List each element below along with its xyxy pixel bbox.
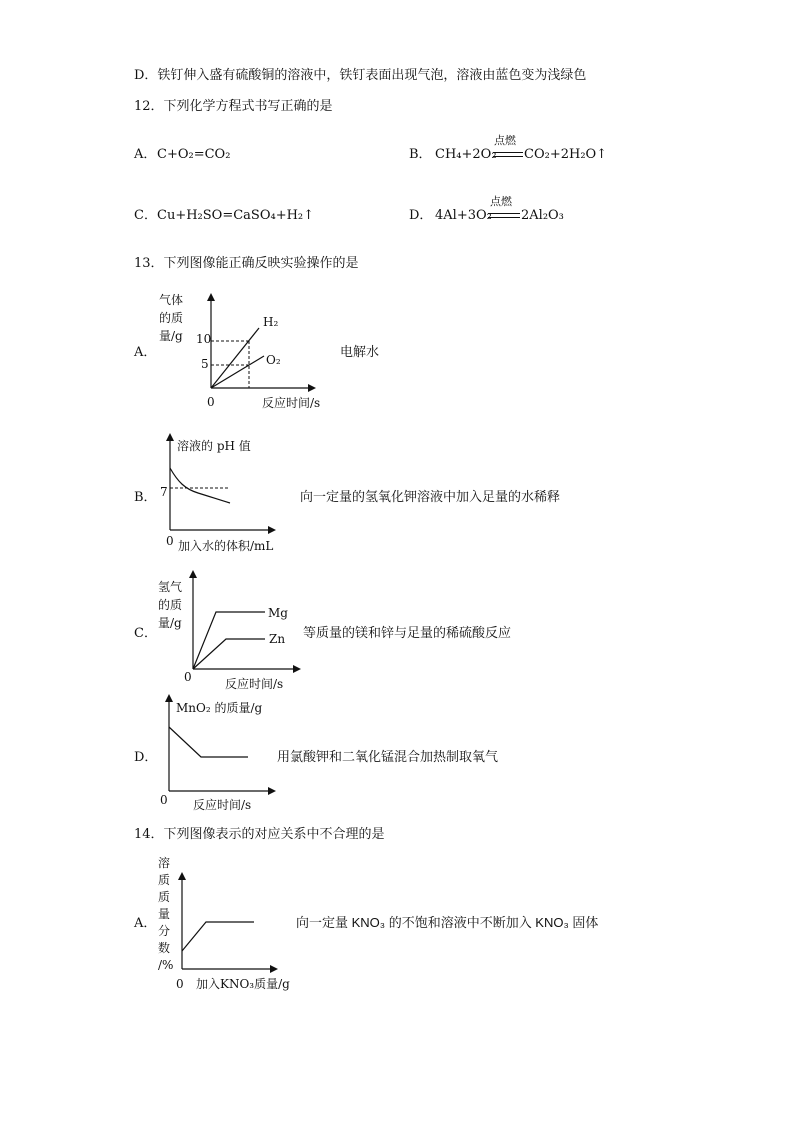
q11-option-d: D．铁钉伸入盛有硫酸铜的溶液中，铁钉表面出现气泡，溶液由蓝色变为浅绿色 [134,68,587,83]
q13-stem: 13．下列图像能正确反映实验操作的是 [134,256,359,271]
y-axis-label: 溶液的 pH 值 [177,439,251,453]
series-label-zn: Zn [269,632,286,646]
q12-b-condition: 点燃 [494,134,516,147]
y-label-line: 数 [158,941,171,955]
q13-a-description: 电解水 [340,344,380,359]
series-label-mg: Mg [268,606,288,620]
q12-b-right: CO₂+2H₂O↑ [524,147,608,162]
q14-stem: 14．下列图像表示的对应关系中不合理的是 [134,827,385,842]
y-axis-label: MnO₂ 的质量/g [176,701,263,715]
q13-b-label: B． [134,490,157,505]
origin-label: 0 [160,793,168,807]
q12-a-equation: C+O₂=CO₂ [157,147,231,162]
origin-label: 0 [184,670,192,684]
y-tick-label: 7 [160,485,168,499]
q13-d-label: D． [134,750,158,765]
q12-d-label: D． [409,208,433,223]
q12-b-label: B． [409,147,432,162]
q12-d-left: 4Al+3O₂ [435,208,492,223]
q13-c-description: 等质量的镁和锌与足量的稀硫酸反应 [303,625,512,640]
y-label-line: 分 [158,924,171,938]
y-label-line: 质 [158,873,171,887]
y-label-line: 的质 [158,598,183,612]
q13-a-label: A． [134,345,157,360]
y-label-line: 氢气 [158,580,183,594]
y-label-line: 气体 [159,293,184,307]
x-axis-label: 反应时间/s [262,396,321,410]
q13-c-label: C． [134,626,157,641]
origin-label: 0 [166,534,174,548]
q12-a-label: A． [134,147,157,162]
series-label-h2: H₂ [263,315,279,329]
y-label-line: 质 [158,890,171,904]
y-label-line: 量 [158,907,171,921]
x-axis-label: 反应时间/s [193,798,252,812]
origin-label: 0 [176,977,184,991]
x-axis-label: 反应时间/s [225,677,284,691]
mass-fraction-line [182,922,254,951]
x-axis-label: 加入KNO₃质量/g [196,977,290,991]
q12-c-label: C． [134,208,157,223]
q14-a-description: 向一定量 KNO₃ 的不饱和溶液中不断加入 KNO₃ 固体 [296,915,599,930]
y-label-line: 溶 [158,856,171,870]
y-tick-label: 10 [196,332,212,346]
q12-stem: 12．下列化学方程式书写正确的是 [134,99,333,114]
q12-d-condition: 点燃 [490,195,512,208]
x-axis-label: 加入水的体积/mL [178,539,274,553]
q13-d-description: 用氯酸钾和二氧化锰混合加热制取氧气 [277,749,499,764]
q12-b-left: CH₄+2O₂ [435,147,497,162]
y-label-line: 量/g [158,616,182,630]
y-label-line: 量/g [159,329,183,343]
y-label-line: /% [158,958,174,972]
q12-d-right: 2Al₂O₃ [521,208,564,223]
q13-b-description: 向一定量的氢氧化钾溶液中加入足量的水稀释 [300,489,561,504]
q14-a-label: A． [134,916,157,931]
y-tick-label: 5 [201,357,209,371]
series-label-o2: O₂ [266,353,281,367]
q12-c-equation: Cu+H₂SO=CaSO₄+H₂↑ [157,208,315,223]
origin-label: 0 [207,395,215,409]
y-label-line: 的质 [159,311,184,325]
